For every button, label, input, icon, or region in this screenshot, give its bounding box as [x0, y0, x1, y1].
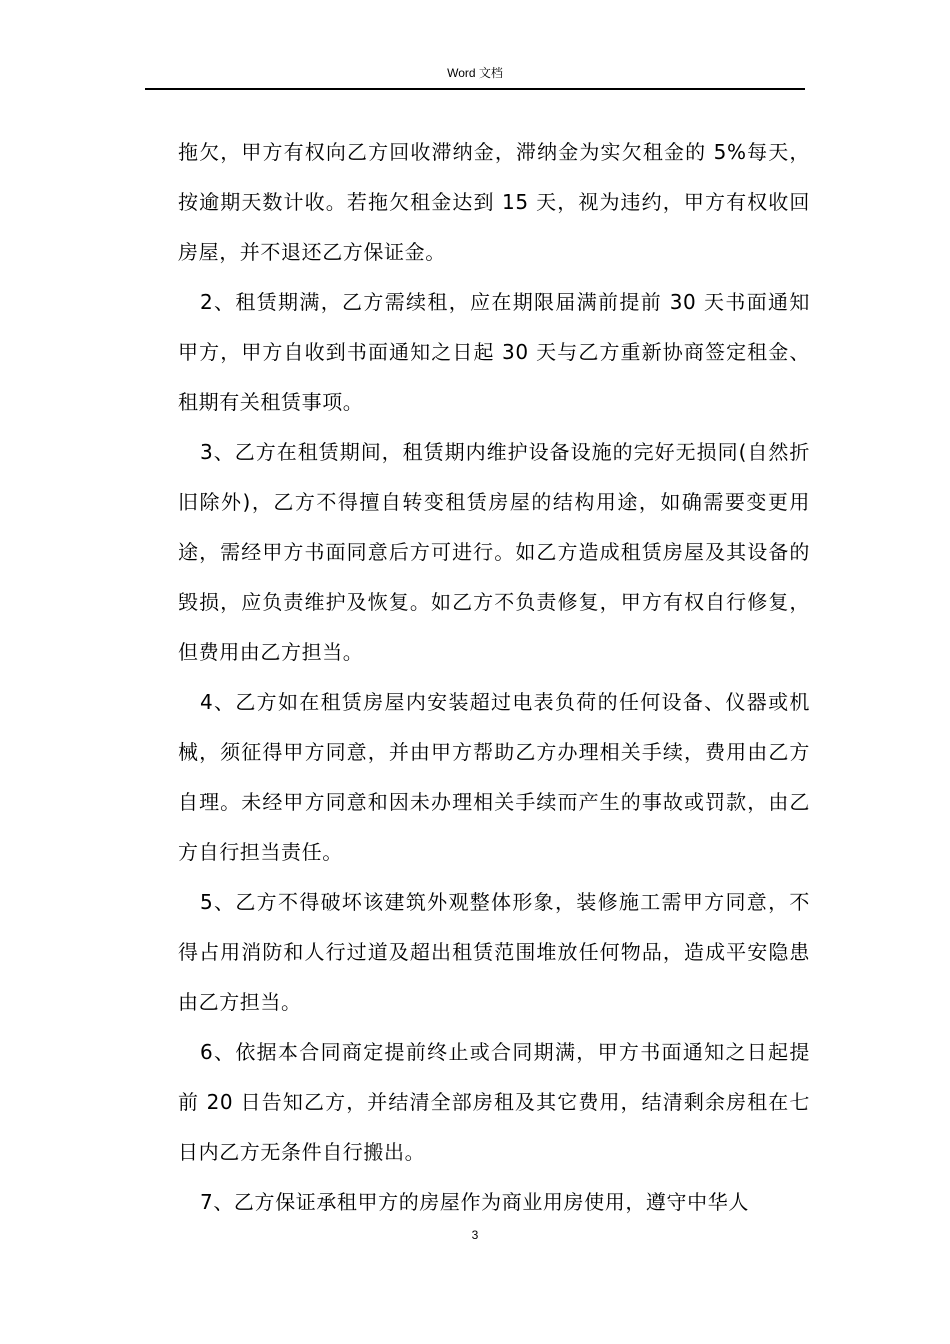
paragraph-continuation: 拖欠，甲方有权向乙方回收滞纳金，滞纳金为实欠租金的 5%每天，按逾期天数计收。若拖欠租金达到 15 天，视为违约，甲方有权收回房屋，并不退还乙方保证金。 — [178, 140, 810, 264]
paragraph-clause-4: 4、乙方如在租赁房屋内安装超过电表负荷的任何设备、仪器或机械，须征得甲方同意，并由甲方帮助乙方办理相关手续，费用由乙方自理。未经甲方同意和因未办理相关手续而产生的事故或罚款，由乙方自行担当责任。 — [178, 690, 810, 864]
paragraph-clause-6: 6、依据本合同商定提前终止或合同期满，甲方书面通知之日起提前 20 日告知乙方，并结清全部房租及其它费用，结清剩余房租在七日内乙方无条件自行搬出。 — [178, 1040, 810, 1164]
paragraph-clause-7: 7、乙方保证承租甲方的房屋作为商业用房使用，遵守中华人 — [200, 1190, 749, 1214]
paragraph-clause-3: 3、乙方在租赁期间，租赁期内维护设备设施的完好无损同(自然折旧除外)，乙方不得擅自转变租赁房屋的结构用途，如确需要变更用途，需经甲方书面同意后方可进行。如乙方造成租赁房屋及其设备的毁损，应负责维护及恢复。如乙方不负责修复，甲方有权自行修复，但费用由乙方担当。 — [178, 440, 810, 664]
page-number: 3 — [471, 1228, 479, 1242]
document-body — [178, 127, 810, 1227]
page-footer — [0, 1226, 950, 1244]
header-title: Word 文档 — [447, 66, 503, 80]
paragraph-clause-2: 2、租赁期满，乙方需续租，应在期限届满前提前 30 天书面通知甲方，甲方自收到书面通知之日起 30 天与乙方重新协商签定租金、租期有关租赁事项。 — [178, 290, 810, 414]
page-header — [145, 64, 805, 90]
paragraph-clause-5: 5、乙方不得破坏该建筑外观整体形象，装修施工需甲方同意，不得占用消防和人行过道及超出租赁范围堆放任何物品，造成平安隐患由乙方担当。 — [178, 890, 810, 1014]
